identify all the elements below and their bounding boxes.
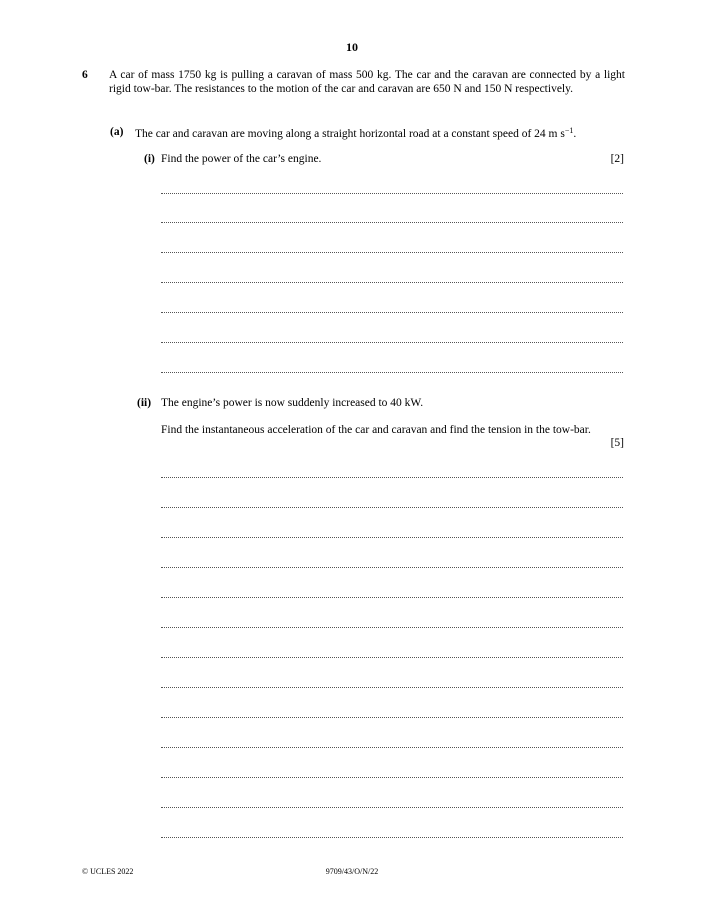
answer-line[interactable] bbox=[161, 342, 623, 343]
answer-line[interactable] bbox=[161, 777, 623, 778]
question-text: A car of mass 1750 kg is pulling a caravan of mass 500 kg. The car and the caravan are connected by a light rigid tow-bar. The resistances to the motion of the car and caravan are 650 N and 150 N respectively. bbox=[109, 69, 625, 95]
answer-line[interactable] bbox=[161, 222, 623, 223]
answer-line[interactable] bbox=[161, 537, 623, 538]
sub-ii-marks: [5] bbox=[610, 437, 624, 449]
answer-line[interactable] bbox=[161, 312, 623, 313]
answer-line[interactable] bbox=[161, 507, 623, 508]
sub-ii-label: (ii) bbox=[137, 397, 152, 409]
answer-line[interactable] bbox=[161, 717, 623, 718]
sub-i-marks: [2] bbox=[610, 153, 624, 165]
answer-line[interactable] bbox=[161, 567, 623, 568]
answer-line[interactable] bbox=[161, 627, 623, 628]
footer-copyright: © UCLES 2022 bbox=[82, 867, 134, 876]
answer-line[interactable] bbox=[161, 807, 623, 808]
sub-ii-instruction: Find the instantaneous acceleration of the car and caravan and find the tension in the tow-bar. bbox=[161, 424, 591, 436]
part-a-text-main: The car and caravan are moving along a straight horizontal road at a constant speed of 24 m s bbox=[135, 128, 565, 140]
page-number: 10 bbox=[346, 40, 358, 54]
answer-line[interactable] bbox=[161, 747, 623, 748]
question-number: 6 bbox=[82, 69, 88, 81]
part-a-superscript: −1 bbox=[564, 126, 574, 135]
footer-code: 9709/43/O/N/22 bbox=[325, 867, 379, 876]
sub-i-label: (i) bbox=[144, 153, 155, 165]
part-a-text-end: . bbox=[573, 128, 577, 140]
answer-line[interactable] bbox=[161, 687, 623, 688]
sub-i-text: Find the power of the car’s engine. bbox=[161, 153, 322, 165]
part-a-label: (a) bbox=[110, 126, 124, 138]
answer-line[interactable] bbox=[161, 837, 623, 838]
part-a-text bbox=[135, 126, 576, 140]
answer-line[interactable] bbox=[161, 477, 623, 478]
answer-line[interactable] bbox=[161, 252, 623, 253]
answer-line[interactable] bbox=[161, 597, 623, 598]
answer-line[interactable] bbox=[161, 282, 623, 283]
answer-line[interactable] bbox=[161, 657, 623, 658]
answer-line[interactable] bbox=[161, 193, 623, 194]
answer-line[interactable] bbox=[161, 372, 623, 373]
sub-ii-text: The engine’s power is now suddenly increased to 40 kW. bbox=[161, 397, 424, 409]
